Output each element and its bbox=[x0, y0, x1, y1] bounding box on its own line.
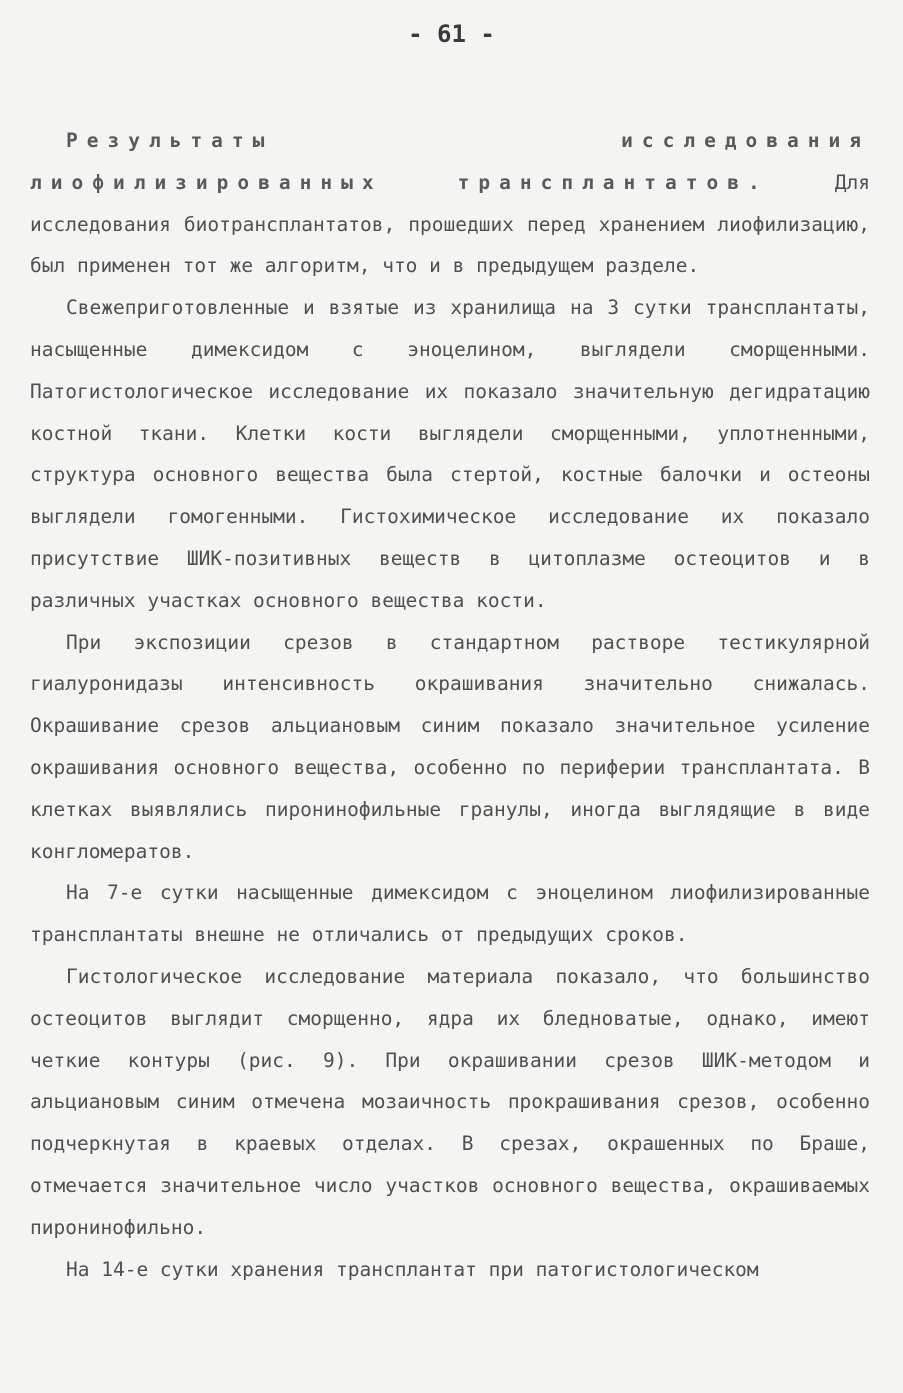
paragraph-1 bbox=[30, 120, 870, 287]
paragraph-2: Свежеприготовленные и взятые из хранилища на 3 сутки трансплантаты, насыщенные димексидом с эноцелином, выглядели сморщенными. Патогистологическое исследование их показало значительную дегидратацию костной ткани. Клетки кости выглядели сморщенными, уплотненными, структура основного вещества была стертой, костные балочки и остеоны выглядели гомогенными. Гистохимическое исследование их показало присутствие ШИК-позитивных веществ в цитоплазме остеоцитов и в различных участках основного вещества кости. bbox=[30, 296, 870, 612]
page-number: - 61 - bbox=[408, 20, 495, 48]
paragraph-5: Гистологическое исследование материала показало, что большинство остеоцитов выглядит сморщенно, ядра их бледноватые, однако, имеют четкие контуры (рис. 9). При окрашивании срезов ШИК-методом и альциановым синим отмечена мозаичность прокрашивания срезов, особенно подчеркнутая в краевых отделах. В срезах, окрашенных по Браше, отмечается значительное число участков основного вещества, окрашиваемых пиронинофильно. bbox=[30, 964, 870, 1239]
paragraph-1-text: Для исследования биотрансплантатов, прошедших перед хранением лиофилизацию, был применен тот же алгоритм, что и в предыдущем разделе. bbox=[30, 170, 870, 278]
paragraph-4: На 7-е сутки насыщенные димексидом с эноцелином лиофилизированные трансплантаты внешне не отличались от предыдущих сроков. bbox=[30, 881, 870, 947]
body-text bbox=[30, 120, 870, 1290]
section-heading: Результаты исследования лиофилизированных трансплантатов. bbox=[30, 129, 870, 194]
paragraph-3: При экспозиции срезов в стандартном растворе тестикулярной гиалуронидазы интенсивность окрашивания значительно снижалась. Окрашивание срезов альциановым синим показало значительное усиление окрашивания основного вещества, особенно по периферии трансплантата. В клетках выявлялись пиронинофильные гранулы, иногда выглядящие в виде конгломератов. bbox=[30, 630, 870, 863]
paragraph-6: На 14-е сутки хранения трансплантат при патогистологическом bbox=[66, 1257, 759, 1281]
